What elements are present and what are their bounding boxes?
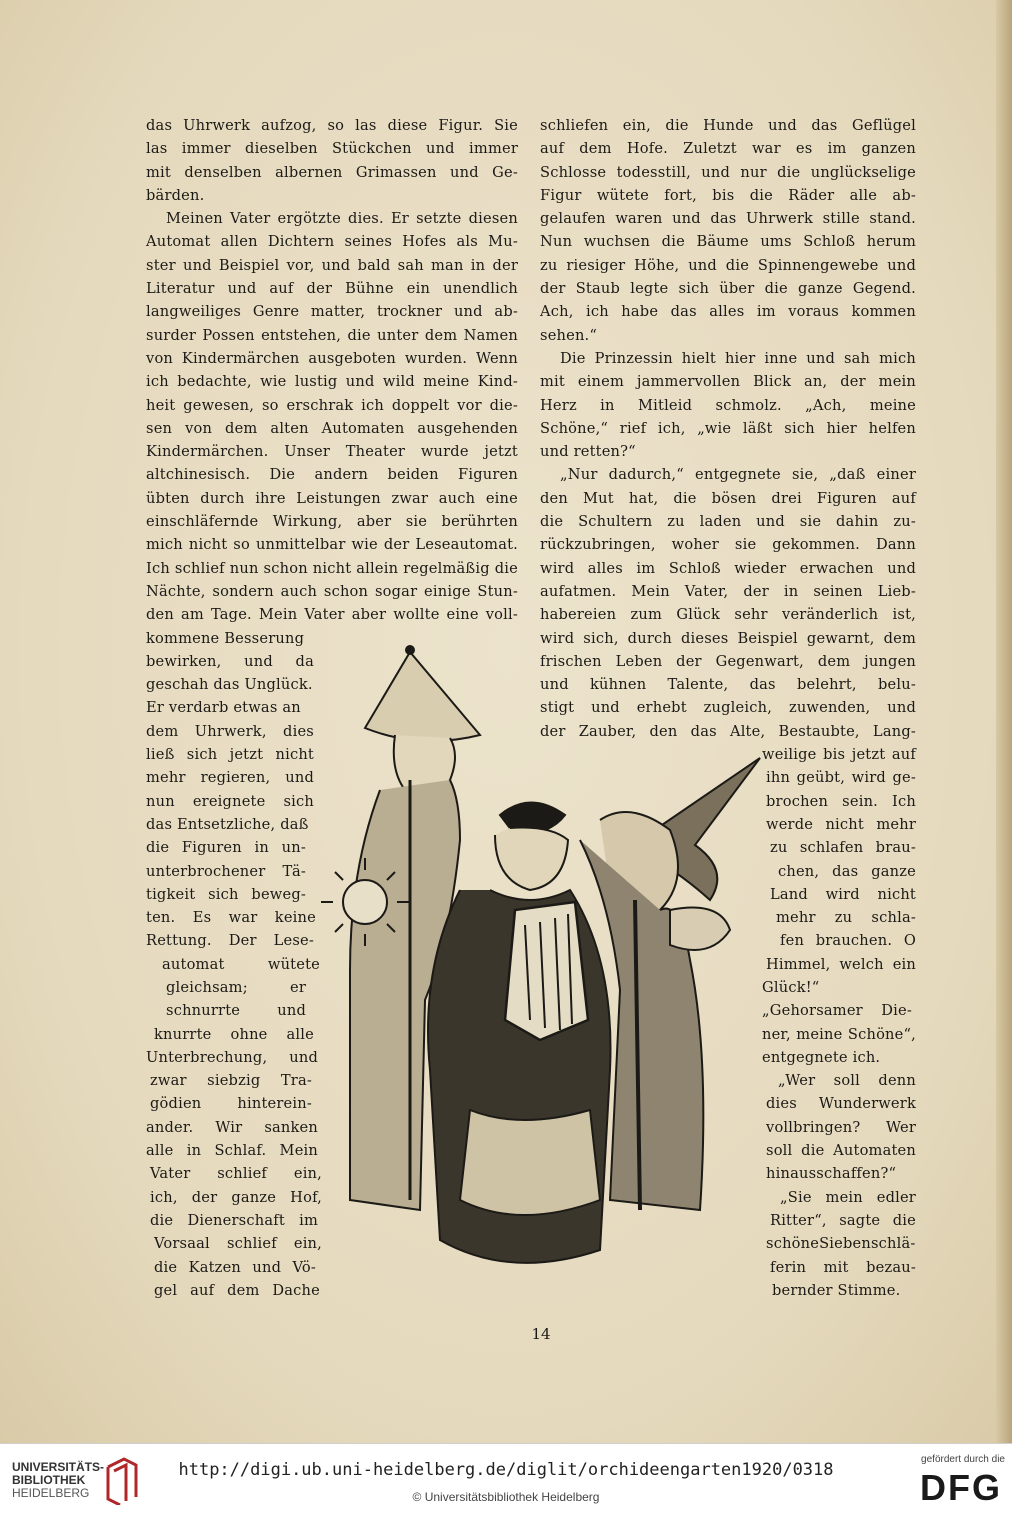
left-line: mich nicht so unmittelbar wie der Leseautomat. [146, 536, 518, 554]
right-line: Schlosse todesstill, und nur die unglückselige [540, 163, 916, 181]
harp [505, 902, 588, 1040]
right-line: Schöne,“ rief ich, „wie läßt sich hier helfen [540, 419, 916, 437]
left-line: Nächte, sondern auch schon sogar einige Stun- [146, 582, 518, 600]
library-line-1: UNIVERSITÄTS- [12, 1460, 105, 1474]
right-line: Land wird nicht [770, 885, 916, 903]
right-line: rückzubringen, woher sie gekommen. Dann [540, 536, 916, 554]
left-line: dem Uhrwerk, dies [146, 722, 314, 740]
left-line: übten durch ihre Leistungen zwar auch eine [146, 489, 518, 507]
footer-bar [0, 1443, 1012, 1517]
left-line: kommene Besserung [146, 629, 305, 647]
left-line: schnurrte und [166, 1002, 306, 1020]
right-line: „Sie mein edler [780, 1188, 916, 1206]
left-line: ander. Wir sanken [146, 1118, 318, 1136]
right-line: mit einem jammervollen Blick an, der mein [540, 373, 916, 391]
left-line: sen von dem alten Automaten ausgehenden [146, 419, 518, 437]
right-line: chen, das ganze [778, 862, 916, 880]
left-line: langweiliges Genre matter, trockner und ab- [146, 303, 518, 321]
left-line: gödien hinterein- [150, 1095, 312, 1113]
right-line: schöneSiebenschlä- [766, 1235, 916, 1253]
left-line: las immer dieselben Stückchen und immer [146, 140, 518, 158]
three-automaton-figures-illustration [310, 640, 780, 1295]
right-line: „Wer soll denn [778, 1072, 916, 1090]
left-line: das Uhrwerk aufzog, so las diese Figur. Sie [146, 117, 518, 134]
library-name[interactable] [12, 1460, 105, 1500]
right-line: den Mut hat, die bösen drei Figuren auf [540, 489, 916, 507]
right-line: sehen.“ [540, 326, 598, 344]
right-line: Figur wütete fort, bis die Räder alle ab- [540, 186, 916, 204]
left-line: ließ sich jetzt nicht [146, 746, 314, 764]
right-line: Ritter“, sagte die [770, 1211, 916, 1229]
left-line: die Figuren in un- [146, 839, 306, 857]
right-line: „Gehorsamer Die- [762, 1002, 912, 1020]
left-line: altchinesisch. Die andern beiden Figuren [146, 466, 518, 484]
right-line: der Staub legte sich über die ganze Gegend. [540, 280, 916, 298]
right-line: Glück!“ [762, 978, 820, 996]
left-line: heit gewesen, so erschrak ich doppelt vor die- [146, 396, 518, 414]
left-line: Kindermärchen. Unser Theater wurde jetzt [146, 443, 518, 461]
right-line: Die Prinzessin hielt hier inne und sah mich [560, 349, 916, 367]
permalink-url[interactable]: http://digi.ub.uni-heidelberg.de/diglit/orchideengarten1920/0318 [178, 1460, 834, 1480]
right-line: Nun wuchsen die Bäume ums Schloß herum [540, 233, 916, 251]
right-line: schliefen ein, die Hunde und das Geflügel [540, 117, 916, 134]
right-line: werde nicht mehr [766, 815, 916, 833]
left-line: geschah das Unglück. [146, 676, 313, 694]
left-line: Er verdarb etwas an [146, 699, 301, 717]
right-line: gelaufen waren und das Uhrwerk stille stand. [540, 210, 916, 228]
right-line: ner, meine Schöne“, [762, 1025, 916, 1043]
page-edge [996, 0, 1012, 1443]
left-line: einschläfernde Wirkung, aber sie berührten [146, 513, 518, 531]
left-line: alle in Schlaf. Mein [146, 1142, 318, 1160]
right-line: Ach, ich habe das alles im voraus kommen [540, 303, 916, 321]
left-line: zwar siebzig Tra- [150, 1072, 312, 1090]
right-line: die Schultern zu laden und sie dahin zu- [540, 513, 916, 531]
left-line: mehr regieren, und [146, 769, 314, 787]
left-line: bärden. [146, 186, 205, 204]
right-line: zu riesiger Höhe, und die Spinnengewebe und [540, 256, 916, 274]
left-line: Vater schlief ein, [150, 1165, 322, 1183]
left-line: Meinen Vater ergötzte dies. Er setzte diesen [166, 210, 518, 228]
left-line: ich bedachte, wie lustig und wild meine Kind- [146, 373, 518, 391]
right-line: dies Wunderwerk [766, 1095, 916, 1113]
left-line: Vorsaal schlief ein, [154, 1235, 322, 1253]
left-line: die Dienerschaft im [150, 1211, 318, 1229]
right-line: Himmel, welch ein [766, 955, 916, 973]
funding-caption: gefördert durch die [921, 1454, 1005, 1465]
right-line: wird sich, durch dieses Beispiel gewarnt, dem [540, 629, 916, 647]
left-line: Literatur und auf der Bühne ein unendlich [146, 280, 518, 298]
left-line: die Katzen und Vö- [154, 1258, 316, 1276]
copyright-notice: © Universitätsbibliothek Heidelberg [412, 1490, 600, 1504]
page-number: 14 [531, 1325, 551, 1343]
left-line: Rettung. Der Lese- [146, 932, 314, 950]
right-line: fen brauchen. O [780, 932, 916, 950]
left-line: gel auf dem Dache [154, 1281, 320, 1299]
right-line: habereien zum Glück sehr veränderlich ist, [540, 606, 916, 624]
left-line: von Kindermärchen ausgeboten wurden. Wenn [146, 349, 518, 367]
library-line-3: HEIDELBERG [12, 1486, 90, 1500]
right-line: hinausschaffen?“ [766, 1165, 897, 1183]
right-line: mehr zu schla- [776, 909, 916, 927]
left-line: Ich schlief nun schon nicht allein regelmäßig die [146, 559, 518, 577]
ub-heidelberg-logo-icon[interactable] [104, 1455, 140, 1505]
left-line: unterbrochener Tä- [146, 862, 306, 880]
right-line: bernder Stimme. [772, 1281, 901, 1299]
right-line: wird alles im Schloß wieder erwachen und [540, 559, 916, 577]
right-line: zu schlafen brau- [770, 839, 916, 857]
right-line: aufatmen. Mein Vater, der in seinen Lieb- [540, 582, 916, 600]
sun-medallion [343, 880, 387, 924]
right-line: ihn geübt, wird ge- [766, 769, 916, 787]
right-line: frischen Leben der Gegenwart, dem jungen [540, 652, 916, 670]
left-line: Automat allen Dichtern seines Hofes als Mu- [146, 233, 518, 251]
left-line: tigkeit sich beweg- [146, 885, 306, 903]
left-line: gleichsam; er [166, 978, 306, 996]
right-line: entgegnete ich. [762, 1048, 881, 1066]
left-line: das Entsetzliche, daß [146, 815, 309, 833]
left-line: Unterbrechung, und [146, 1048, 318, 1066]
right-line: und kühnen Talente, das belehrt, belu- [540, 676, 916, 694]
right-line: und retten?“ [540, 443, 636, 461]
left-line: ten. Es war keine [146, 909, 316, 927]
reader-figure-hat [365, 652, 480, 741]
right-line: der Zauber, den das Alte, Bestaubte, Lang- [540, 722, 916, 740]
left-line: mit denselben albernen Grimassen und Ge- [146, 163, 518, 181]
library-line-2: BIBLIOTHEK [12, 1473, 86, 1487]
right-line: vollbringen? Wer [766, 1118, 916, 1136]
left-line: bewirken, und da [146, 652, 314, 670]
right-line: auf dem Hofe. Zuletzt war es im ganzen [540, 140, 916, 158]
left-line: knurrte ohne alle [154, 1025, 314, 1043]
right-line: „Nur dadurch,“ entgegnete sie, „daß einer [560, 466, 916, 484]
right-line: brochen sein. Ich [766, 792, 916, 810]
left-line: surder Possen entstehen, die unter dem Namen [146, 326, 518, 344]
left-line: ich, der ganze Hof, [150, 1188, 322, 1206]
left-line: ster und Beispiel vor, und bald sah man in der [146, 256, 518, 274]
left-line: den am Tage. Mein Vater aber wollte eine voll- [146, 606, 518, 624]
left-line: automat wütete [162, 955, 320, 973]
left-line: nun ereignete sich [146, 792, 314, 810]
right-line: stigt und erhebt zugleich, zuwenden, und [540, 699, 916, 717]
dfg-logo[interactable]: DFG [920, 1467, 1002, 1508]
right-line: Herz in Mitleid schmolz. „Ach, meine [540, 396, 916, 414]
harp-player-face [495, 828, 568, 891]
right-line: ferin mit bezau- [770, 1258, 916, 1276]
palette [670, 908, 730, 951]
right-line: weilige bis jetzt auf [762, 746, 916, 764]
right-line: soll die Automaten [766, 1142, 916, 1160]
